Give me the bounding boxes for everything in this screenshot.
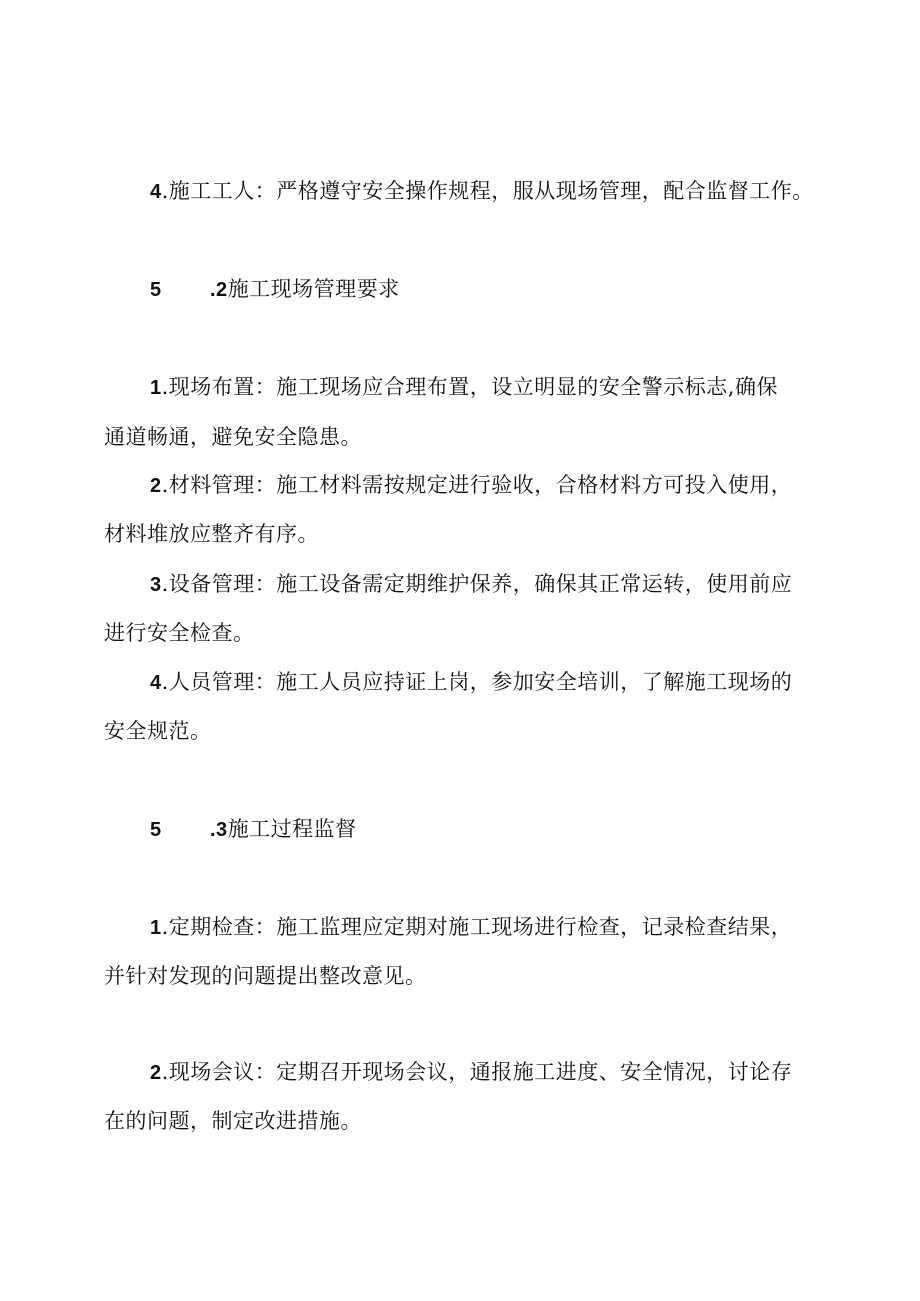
list-item [150,176,814,207]
list-item [150,667,792,698]
item-text: .定期检查：施工监理应定期对施工现场进行检查，记录检查结果， [161,915,793,939]
item-number: 1 [150,917,162,939]
section-number: 5 [150,819,162,841]
list-item [150,372,778,403]
item-text: .施工工人：严格遵守安全操作规程，服从现场管理，配合监督工作。 [161,179,814,203]
list-item-continuation [104,618,255,648]
list-item [150,569,792,600]
section-title: 施工现场管理要求 [227,277,400,301]
section-number: 5 [150,279,162,301]
item-text: .现场会议：定期召开现场会议，通报施工进度、安全情况，讨论存 [161,1060,793,1084]
list-item [150,912,792,943]
list-item-continuation [104,716,212,746]
section-heading [150,274,400,305]
item-text: .材料管理：施工材料需按规定进行验收，合格材料方可投入使用， [161,473,793,497]
section-subnumber: .2 [210,279,228,301]
section-heading [150,814,357,845]
item-number: 4 [150,672,162,694]
item-text: 并针对发现的问题提出整改意见。 [104,964,427,988]
item-text: .设备管理：施工设备需定期维护保养，确保其正常运转，使用前应 [161,572,793,596]
item-text: 材料堆放应整齐有序。 [104,522,319,546]
section-subnumber: .3 [210,819,228,841]
list-item-continuation [104,519,319,549]
list-item-continuation [104,961,427,991]
list-item-continuation [104,1106,362,1136]
section-title: 施工过程监督 [227,817,357,841]
item-text: .现场布置：施工现场应合理布置，设立明显的安全警示标志,确保 [161,375,778,399]
item-text: 进行安全检查。 [104,621,255,645]
list-item [150,1057,792,1088]
list-item [150,470,792,501]
item-number: 4 [150,181,162,203]
item-number: 1 [150,377,162,399]
item-text: .人员管理：施工人员应持证上岗，参加安全培训，了解施工现场的 [161,670,793,694]
item-number: 2 [150,1062,162,1084]
item-number: 2 [150,475,162,497]
item-text: 通道畅通，避免安全隐患。 [104,425,362,449]
item-text: 安全规范。 [104,719,212,743]
item-text: 在的问题，制定改进措施。 [104,1109,362,1133]
item-number: 3 [150,574,162,596]
list-item-continuation [104,422,362,452]
